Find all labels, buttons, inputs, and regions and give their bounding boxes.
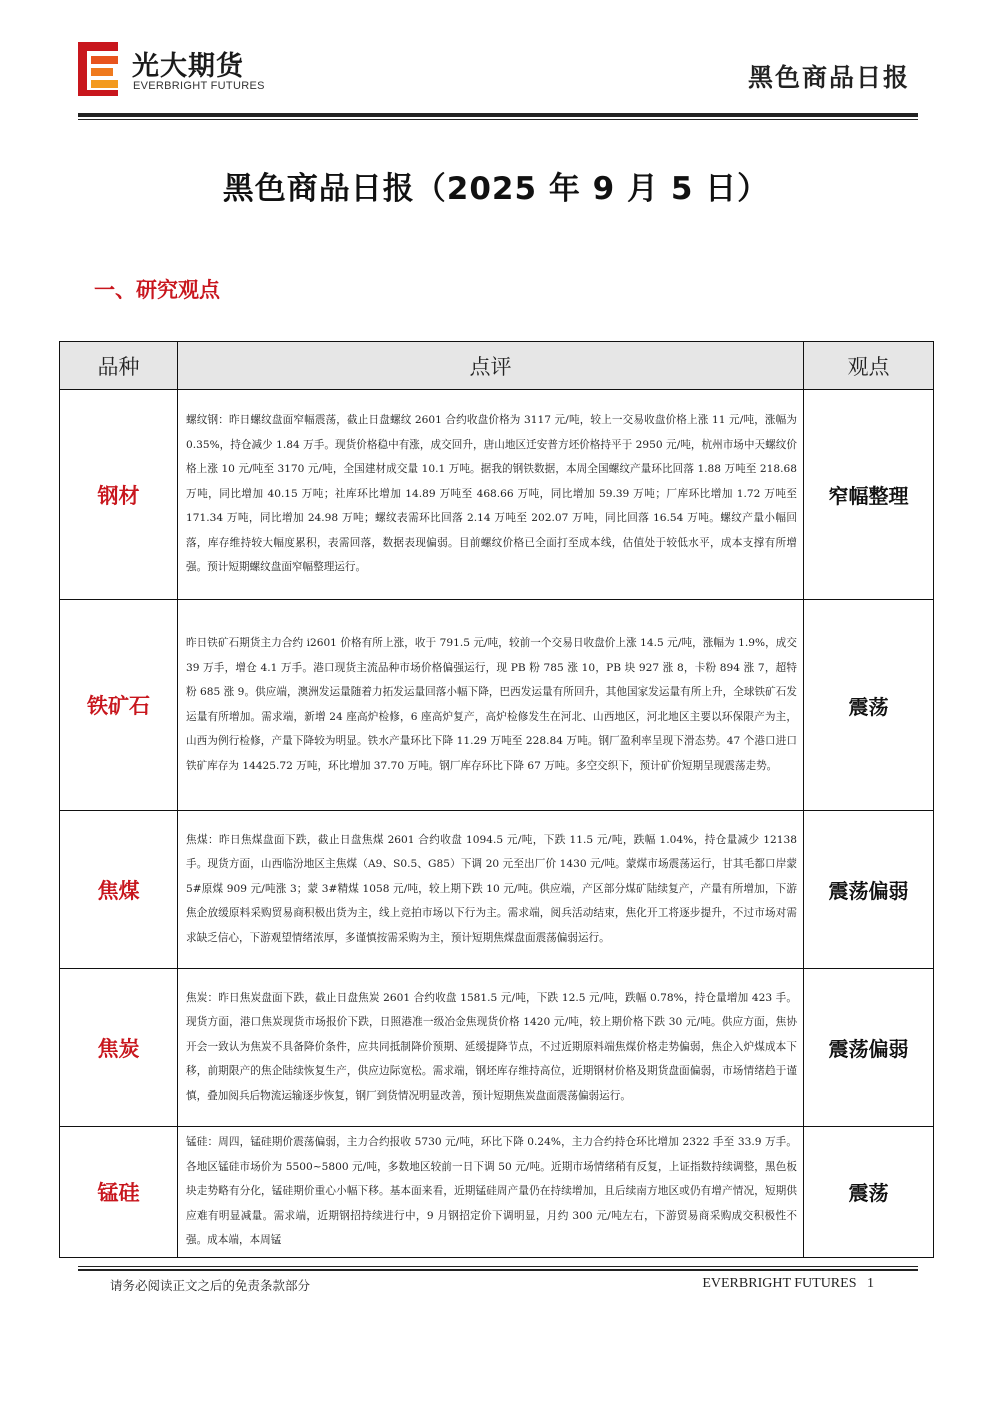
comment-cell: 昨日铁矿石期货主力合约 i2601 价格有所上涨，收于 791.5 元/吨，较前一个交易日收盘价上涨 14.5 元/吨，涨幅为 1.9%，成交 39 万手，增仓 4.1 万手。港口现货主流品种市场价格偏强运行，现 PB 粉 785 涨 10，PB 块 927 涨 8，卡粉 894 涨 7，超特粉 685 涨 9。供应端，澳洲发运量随着力拓发运量回落小幅下降，巴西发运量有所回升，其他国家发运量有所上升，全球铁矿石发运量有所增加。需求端，新增 24 座高炉检修，6 座高炉复产，高炉检修发生在河北、山西地区，河北地区主要以环保限产为主，山西为例行检修，产量下降较为明显。铁水产量环比下降 11.29 万吨至 228.84 万吨。钢厂盈利率呈现下滑态势。47 个港口进口铁矿库存为 14425.72 万吨，环比增加 37.70 万吨。钢厂库存环比下降 67 万吨。多空交织下，预计矿价短期呈现震荡走势。 (178, 600, 804, 811)
table-row-coke (60, 969, 934, 1127)
column-header-variety: 品种 (60, 342, 178, 390)
research-view-table (59, 341, 934, 1258)
comment-cell: 焦煤：昨日焦煤盘面下跌，截止日盘焦煤 2601 合约收盘 1094.5 元/吨，下跌 11.5 元/吨，跌幅 1.04%，持仓量减少 12138 手。现货方面，山西临汾地区主焦煤（A9、S0.5、G85）下调 20 元至出厂价 1430 元/吨。蒙煤市场震荡运行，甘其毛都口岸蒙 5#原煤 909 元/吨涨 3；蒙 3#精煤 1058 元/吨，较上期下跌 10 元/吨。供应端，产区部分煤矿陆续复产，产量有所增加，下游焦企放缓原料采购贸易商积极出货为主，线上竞拍市场以下行为主。需求端，阅兵活动结束，焦化开工将逐步提升，不过市场对需求缺乏信心，下游观望情绪浓厚，多谨慎按需采购为主，预计短期焦煤盘面震荡偏弱运行。 (178, 811, 804, 969)
view-cell: 震荡 (804, 1127, 934, 1258)
table-header-row (60, 342, 934, 390)
comment-cell: 螺纹钢：昨日螺纹盘面窄幅震荡，截止日盘螺纹 2601 合约收盘价格为 3117 元/吨，较上一交易收盘价格上涨 11 元/吨，涨幅为 0.35%，持仓减少 1.84 万手。现货价格稳中有涨，成交回升，唐山地区迁安普方坯价格持平于 2950 元/吨，杭州市场中天螺纹价格上涨 10 元/吨至 3170 元/吨，全国建材成交量 10.1 万吨。据我的钢铁数据，本周全国螺纹产量环比回落 1.88 万吨至 218.68 万吨，同比增加 40.15 万吨；社库环比增加 14.89 万吨至 468.66 万吨，同比增加 59.39 万吨；厂库环比增加 1.72 万吨至 171.34 万吨，同比增加 24.98 万吨；螺纹表需环比回落 2.14 万吨至 202.07 万吨，同比回落 16.54 万吨。螺纹产量小幅回落，库存维持较大幅度累积，表需回落，数据表现偏弱。目前螺纹价格已全面打至成本线，估值处于较低水平，成本支撑有所增强。预计短期螺纹盘面窄幅整理运行。 (178, 390, 804, 600)
column-header-view: 观点 (804, 342, 934, 390)
table-row-steel (60, 390, 934, 600)
table-row-coking-coal (60, 811, 934, 969)
variety-cell: 焦煤 (60, 811, 178, 969)
everbright-logo-icon (78, 42, 118, 96)
variety-cell: 焦炭 (60, 969, 178, 1127)
view-cell: 震荡偏弱 (804, 969, 934, 1127)
page-title: 黑色商品日报（2025 年 9 月 5 日） (222, 171, 770, 207)
comment-cell: 焦炭：昨日焦炭盘面下跌，截止日盘焦炭 2601 合约收盘 1581.5 元/吨，下跌 12.5 元/吨，跌幅 0.78%，持仓量增加 423 手。现货方面，港口焦炭现货市场报价下跌，日照港准一级冶金焦现货价格 1420 元/吨，较上期价格下跌 30 元/吨。供应方面，焦协开会一致认为焦炭不具备降价条件，应共同抵制降价预期、延缓提降节点，不过近期原料端焦煤价格走势偏弱，焦企入炉煤成本下移，前期限产的焦企陆续恢复生产，供应边际宽松。需求端，钢坯库存维持高位，近期钢材价格及期货盘面偏弱，市场情绪趋于谨慎，叠加阅兵后物流运输逐步恢复，钢厂到货情况明显改善，预计短期焦炭盘面震荡偏弱运行。 (178, 969, 804, 1127)
page-number: 1 (867, 1276, 874, 1291)
header-report-title: 黑色商品日报 (747, 63, 910, 92)
variety-cell: 钢材 (60, 390, 178, 600)
table-row-iron-ore (60, 600, 934, 811)
brand-name-en: EVERBRIGHT FUTURES (133, 80, 265, 92)
section-heading: 一、研究观点 (94, 278, 220, 302)
footer-company-page (702, 1276, 874, 1292)
footer-disclaimer: 请务必阅读正文之后的免责条款部分 (110, 1278, 311, 1293)
view-cell: 窄幅整理 (804, 390, 934, 600)
header-divider-thin (78, 119, 918, 120)
view-cell: 震荡 (804, 600, 934, 811)
footer-company: EVERBRIGHT FUTURES (702, 1276, 857, 1291)
header-divider (78, 113, 918, 117)
comment-cell: 锰硅：周四，锰硅期价震荡偏弱，主力合约报收 5730 元/吨，环比下降 0.24%，主力合约持仓环比增加 2322 手至 33.9 万手。各地区锰硅市场价为 5500~5800 元/吨，多数地区较前一日下调 50 元/吨。近期市场情绪稍有反复，上证指数持续调整，黑色板块走势略有分化，锰硅期价重心小幅下移。基本面来看，近期锰硅周产量仍在持续增加，且后续南方地区或仍有增产情况，短期供应难有明显减量。需求端，近期钢招持续进行中，9 月钢招定价下调明显，月约 300 元/吨左右，下游贸易商采购成交积极性不强。成本端，本周锰 (178, 1127, 804, 1258)
column-header-comment: 点评 (178, 342, 804, 390)
footer-divider (78, 1269, 918, 1271)
variety-cell: 锰硅 (60, 1127, 178, 1258)
brand-name-cn: 光大期货 (132, 51, 244, 82)
variety-cell: 铁矿石 (60, 600, 178, 811)
footer-divider-thin (78, 1266, 918, 1267)
table-row-silicomanganese (60, 1127, 934, 1258)
view-cell: 震荡偏弱 (804, 811, 934, 969)
company-logo (78, 42, 288, 98)
